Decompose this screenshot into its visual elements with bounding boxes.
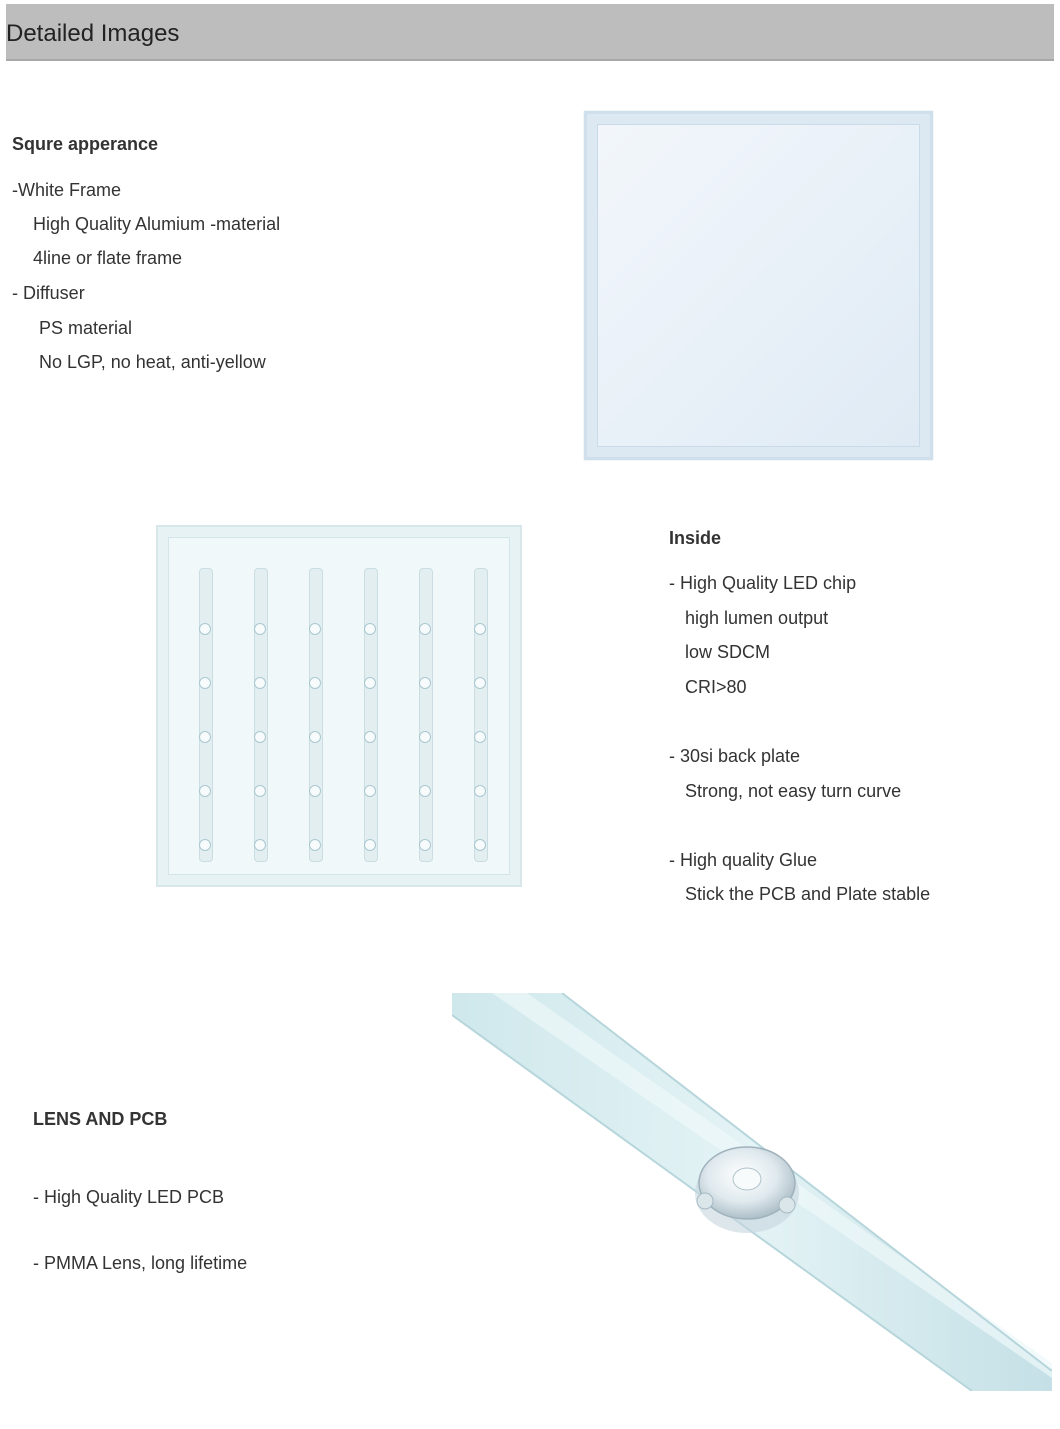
- spec-line: - High Quality LED PCB: [33, 1187, 225, 1207]
- led-strip: [199, 568, 213, 862]
- heading-lens-and-pcb: LENS AND PCB: [33, 1109, 168, 1129]
- spec-line: - High Quality LED chip: [669, 573, 857, 593]
- led-strip: [364, 568, 378, 862]
- led-panel-back-plate-image: [156, 525, 522, 887]
- section-title-detailed-images: Detailed Images: [6, 20, 180, 47]
- spec-line: No LGP, no heat, anti-yellow: [39, 352, 266, 372]
- led-strip: [474, 568, 488, 862]
- heading-inside: Inside: [669, 528, 722, 548]
- spec-line: -White Frame: [12, 180, 122, 200]
- spec-line: Stick the PCB and Plate stable: [685, 884, 931, 904]
- spec-line: CRI>80: [685, 677, 747, 697]
- spec-line: low SDCM: [685, 642, 771, 662]
- spec-line: - 30si back plate: [669, 746, 801, 766]
- panel-diffuser: [597, 124, 920, 447]
- led-strip: [419, 568, 433, 862]
- heading-squre-apperance: Squre apperance: [12, 134, 159, 154]
- lens: [695, 1147, 799, 1233]
- spec-line: high lumen output: [685, 608, 829, 628]
- spec-line: - Diffuser: [12, 283, 85, 303]
- spec-line: PS material: [39, 318, 133, 338]
- back-plate-surface: [168, 537, 510, 875]
- led-strip: [309, 568, 323, 862]
- pcb-strip-with-lens-image: [452, 993, 1052, 1391]
- spec-line: 4line or flate frame: [33, 248, 183, 268]
- spec-line: High Quality Alumium -material: [33, 214, 281, 234]
- led-strip: [254, 568, 268, 862]
- section-header-bar: [6, 4, 1054, 61]
- spec-line: Strong, not easy turn curve: [685, 781, 902, 801]
- spec-line: - High quality Glue: [669, 850, 818, 870]
- pcb-strip-illustration: [452, 993, 1052, 1391]
- square-led-panel-front-image: [584, 111, 933, 460]
- spec-line: - PMMA Lens, long lifetime: [33, 1253, 248, 1273]
